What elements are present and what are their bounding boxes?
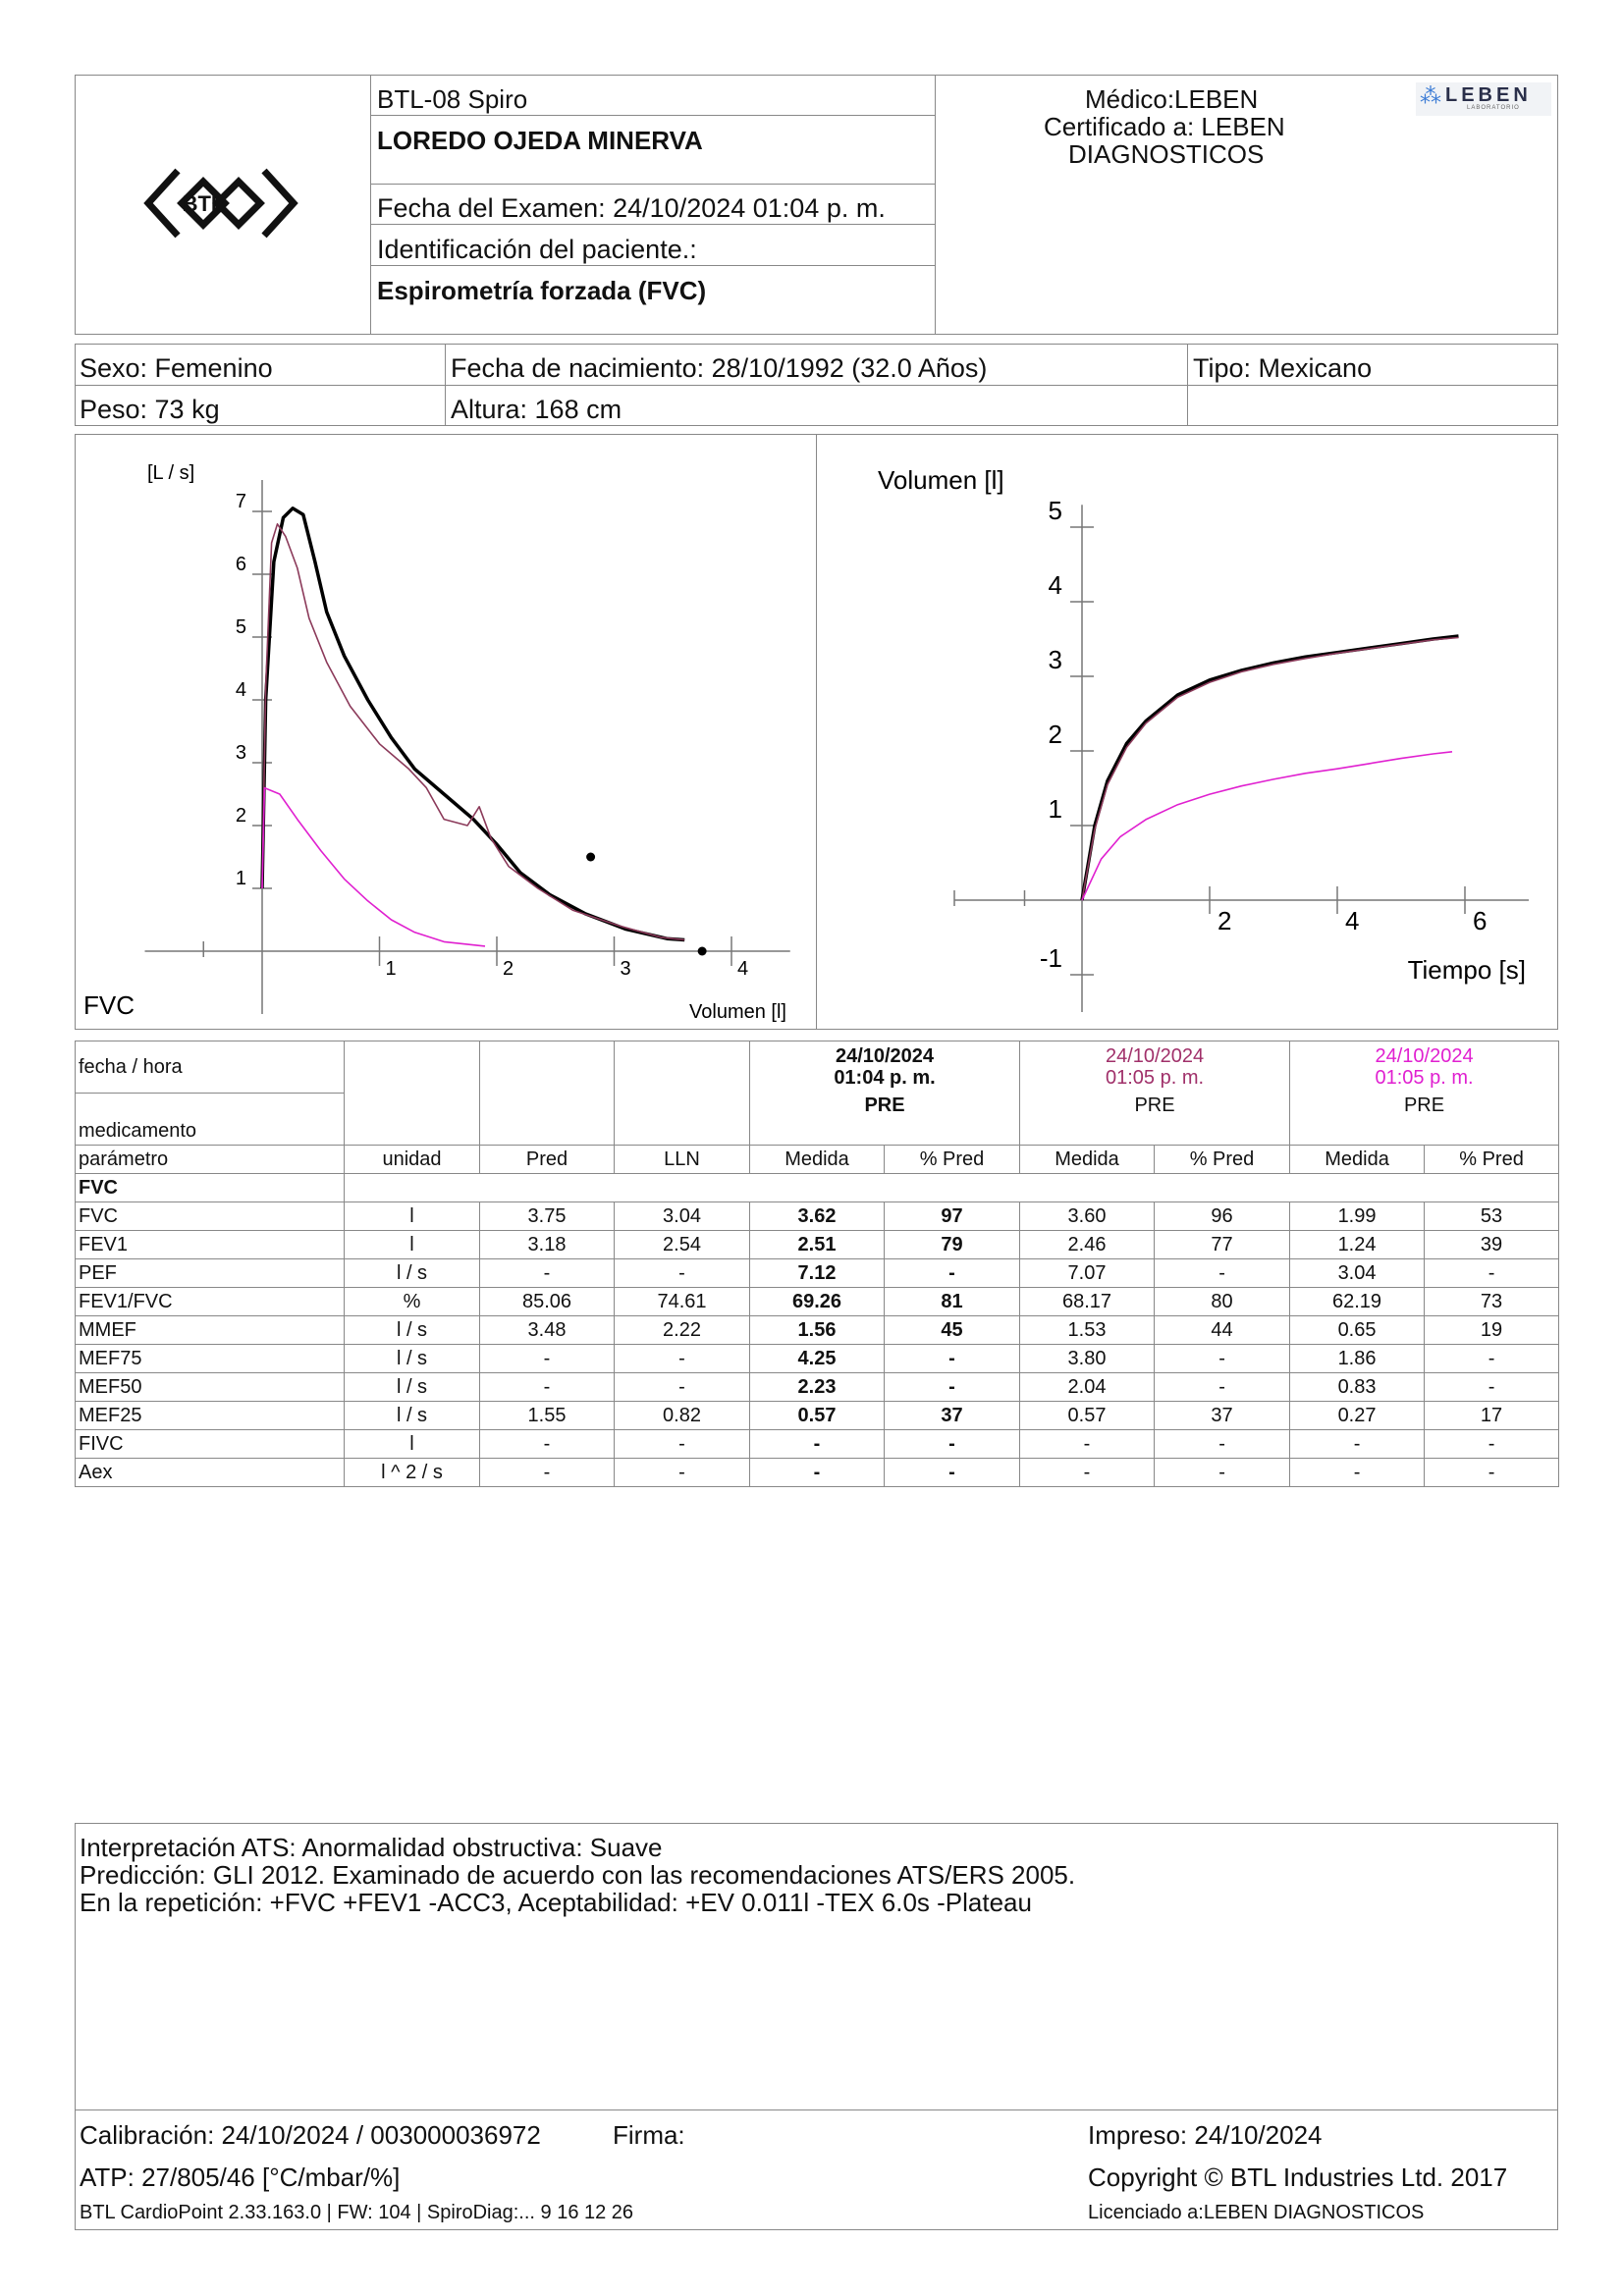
table-cell: 3.18 — [480, 1231, 615, 1259]
lab-logo-sub: LABORATORIO — [1467, 105, 1520, 111]
row-parameter: FIVC — [76, 1430, 345, 1459]
table-cell: 69.26 — [750, 1288, 885, 1316]
chart2-x-tick-label: 6 — [1473, 906, 1488, 935]
group-row — [76, 1174, 1559, 1202]
table-cell: 2.22 — [615, 1316, 750, 1345]
column-header: unidad — [345, 1146, 480, 1174]
session-1-header — [750, 1041, 1020, 1146]
table-cell: - — [885, 1459, 1020, 1487]
interpretation-line2: Predicción: GLI 2012. Examinado de acuerdo con las recomendaciones ATS/ERS 2005. — [80, 1860, 1076, 1890]
session-2-header — [1020, 1041, 1290, 1146]
table-cell: - — [1155, 1373, 1290, 1402]
interpretation-divider — [75, 2109, 1558, 2110]
table-cell: 1.24 — [1290, 1231, 1425, 1259]
chart1-series-line — [262, 508, 684, 940]
session-3-med: PRE — [1403, 1095, 1445, 1116]
header-row-line — [370, 224, 935, 225]
table-cell: 39 — [1425, 1231, 1559, 1259]
chart2-x-tick-label: 4 — [1345, 906, 1360, 935]
table-cell: 77 — [1155, 1231, 1290, 1259]
table-cell: l / s — [345, 1345, 480, 1373]
table-cell: - — [480, 1259, 615, 1288]
table-cell: 1.99 — [1290, 1202, 1425, 1231]
row-parameter: MEF25 — [76, 1402, 345, 1430]
column-header: % Pred — [1425, 1146, 1559, 1174]
table-cell: 1.53 — [1020, 1316, 1155, 1345]
table-cell: - — [1425, 1373, 1559, 1402]
table-cell: l / s — [345, 1316, 480, 1345]
header-row-line — [370, 184, 935, 185]
row-parameter: MEF75 — [76, 1345, 345, 1373]
row-parameter: PEF — [76, 1259, 345, 1288]
table-cell: - — [480, 1430, 615, 1459]
table-cell: - — [480, 1373, 615, 1402]
table-cell: - — [1425, 1459, 1559, 1487]
table-cell: l / s — [345, 1373, 480, 1402]
fecha-label: fecha / hora — [76, 1041, 345, 1094]
chart2-x-tick-label: 2 — [1217, 906, 1232, 935]
table-cell: 45 — [885, 1316, 1020, 1345]
chart2-y-tick-label: 2 — [1048, 720, 1062, 749]
table-cell: - — [1425, 1430, 1559, 1459]
software-version: BTL CardioPoint 2.33.163.0 | FW: 104 | SpiroDiag:... 9 16 12 26 — [80, 2202, 634, 2223]
table-cell: - — [1155, 1430, 1290, 1459]
row-parameter: MEF50 — [76, 1373, 345, 1402]
blank-cell — [345, 1041, 480, 1146]
licensed-to: Licenciado a:LEBEN DIAGNOSTICOS — [1088, 2202, 1425, 2223]
table-cell: l ^ 2 / s — [345, 1459, 480, 1487]
table-row — [76, 1259, 1559, 1288]
blank-cell — [480, 1041, 615, 1146]
chart1-y-tick-label: 1 — [235, 868, 246, 889]
table-cell: 2.46 — [1020, 1231, 1155, 1259]
session-1-time: 01:04 p. m. — [834, 1067, 936, 1089]
column-header: Medida — [1020, 1146, 1155, 1174]
column-header: Pred — [480, 1146, 615, 1174]
table-row — [76, 1373, 1559, 1402]
patient-col-line — [1187, 344, 1188, 426]
chart2-y-tick-label: -1 — [1039, 943, 1062, 973]
table-cell: - — [1290, 1459, 1425, 1487]
interpretation-line1: Interpretación ATS: Anormalidad obstructiva: Suave — [80, 1833, 663, 1862]
table-cell: - — [480, 1345, 615, 1373]
table-cell: - — [1155, 1459, 1290, 1487]
table-cell: 3.60 — [1020, 1202, 1155, 1231]
copyright: Copyright © BTL Industries Ltd. 2017 — [1088, 2163, 1508, 2192]
chart1-series-line — [262, 788, 485, 946]
chart1-x-tick-label: 3 — [620, 958, 631, 980]
header-row-line — [370, 265, 935, 266]
table-cell: - — [615, 1373, 750, 1402]
table-cell: 97 — [885, 1202, 1020, 1231]
table-cell: l — [345, 1231, 480, 1259]
session-1-date: 24/10/2024 — [835, 1045, 935, 1067]
table-cell: - — [1020, 1459, 1155, 1487]
device-name: BTL-08 Spiro — [377, 84, 528, 114]
table-cell: 0.57 — [1020, 1402, 1155, 1430]
table-cell: 7.12 — [750, 1259, 885, 1288]
interpretation-line3: En la repetición: +FVC +FEV1 -ACC3, Aceptabilidad: +EV 0.011l -TEX 6.0s -Plateau — [80, 1888, 1032, 1917]
volume-time-chart — [817, 435, 1557, 1029]
chart1-y-tick-label: 6 — [235, 554, 246, 575]
btl-logo — [142, 163, 299, 243]
session-3-header — [1290, 1041, 1559, 1146]
table-cell: 3.04 — [615, 1202, 750, 1231]
table-cell: 1.86 — [1290, 1345, 1425, 1373]
table-cell: - — [615, 1459, 750, 1487]
table-cell: 62.19 — [1290, 1288, 1425, 1316]
patient-height: Altura: 168 cm — [451, 395, 622, 424]
table-cell: 0.65 — [1290, 1316, 1425, 1345]
table-cell: l — [345, 1430, 480, 1459]
chart1-marker — [586, 853, 595, 862]
table-cell: 37 — [1155, 1402, 1290, 1430]
table-row — [76, 1288, 1559, 1316]
table-cell: 79 — [885, 1231, 1020, 1259]
table-cell: 74.61 — [615, 1288, 750, 1316]
patient-id-label: Identificación del paciente.: — [377, 235, 697, 264]
table-cell: 3.62 — [750, 1202, 885, 1231]
table-cell: - — [615, 1345, 750, 1373]
lab-logo-text: LEBEN — [1445, 84, 1532, 106]
table-cell: 3.04 — [1290, 1259, 1425, 1288]
patient-sex: Sexo: Femenino — [80, 353, 273, 383]
column-header: % Pred — [1155, 1146, 1290, 1174]
table-cell: 0.27 — [1290, 1402, 1425, 1430]
table-cell: 81 — [885, 1288, 1020, 1316]
table-row — [76, 1459, 1559, 1487]
row-parameter: MMEF — [76, 1316, 345, 1345]
table-cell: - — [480, 1459, 615, 1487]
group-label: FVC — [76, 1174, 345, 1202]
table-cell: 0.82 — [615, 1402, 750, 1430]
table-cell: 0.57 — [750, 1402, 885, 1430]
header-divider-right — [935, 75, 936, 335]
table-cell: 3.48 — [480, 1316, 615, 1345]
session-3-time: 01:05 p. m. — [1375, 1067, 1474, 1089]
column-header: parámetro — [76, 1146, 345, 1174]
table-cell: - — [1425, 1259, 1559, 1288]
chart1-y-tick-label: 7 — [235, 491, 246, 512]
blank-cell — [615, 1041, 750, 1146]
table-cell: - — [1155, 1345, 1290, 1373]
chart2-y-tick-label: 1 — [1048, 794, 1062, 824]
session-1-med: PRE — [864, 1095, 905, 1116]
chart2-y-tick-label: 3 — [1048, 645, 1062, 674]
chart1-marker — [698, 947, 707, 956]
patient-birth: Fecha de nacimiento: 28/10/1992 (32.0 Años) — [451, 353, 988, 383]
signature-label: Firma: — [613, 2120, 685, 2150]
column-header: LLN — [615, 1146, 750, 1174]
table-cell: 1.56 — [750, 1316, 885, 1345]
table-row — [76, 1231, 1559, 1259]
chart2-y-tick-label: 5 — [1048, 496, 1062, 525]
table-cell: 2.51 — [750, 1231, 885, 1259]
table-cell: - — [1155, 1259, 1290, 1288]
table-cell: - — [1290, 1430, 1425, 1459]
table-cell: 19 — [1425, 1316, 1559, 1345]
table-cell: - — [885, 1345, 1020, 1373]
table-cell: 85.06 — [480, 1288, 615, 1316]
lab-logo — [1416, 82, 1551, 116]
table-cell: 68.17 — [1020, 1288, 1155, 1316]
results-table — [75, 1041, 1559, 1487]
chart2-series-line — [1082, 636, 1459, 900]
table-cell: 17 — [1425, 1402, 1559, 1430]
table-cell: l / s — [345, 1259, 480, 1288]
session-2-med: PRE — [1134, 1095, 1175, 1116]
table-cell: l — [345, 1202, 480, 1231]
table-cell: 4.25 — [750, 1345, 885, 1373]
table-cell: 73 — [1425, 1288, 1559, 1316]
table-cell: 96 — [1155, 1202, 1290, 1231]
row-parameter: FEV1/FVC — [76, 1288, 345, 1316]
table-cell: 7.07 — [1020, 1259, 1155, 1288]
table-cell: 80 — [1155, 1288, 1290, 1316]
chart1-x-tick-label: 1 — [385, 958, 397, 980]
table-cell: 3.75 — [480, 1202, 615, 1231]
table-cell: - — [885, 1259, 1020, 1288]
table-cell: 2.54 — [615, 1231, 750, 1259]
table-row — [76, 1202, 1559, 1231]
table-cell: - — [750, 1459, 885, 1487]
patient-type: Tipo: Mexicano — [1193, 353, 1373, 383]
table-row — [76, 1345, 1559, 1373]
doctor-name: Médico:LEBEN — [1085, 84, 1259, 114]
chart1-series-line — [262, 524, 684, 940]
chart1-ylabel: [L / s] — [147, 462, 195, 484]
session-3-date: 24/10/2024 — [1375, 1045, 1474, 1067]
certified-line1: Certificado a: LEBEN — [1044, 112, 1285, 141]
column-header: Medida — [750, 1146, 885, 1174]
chart1-y-tick-label: 3 — [235, 742, 246, 764]
exam-date: Fecha del Examen: 24/10/2024 01:04 p. m. — [377, 193, 886, 223]
table-row — [76, 1402, 1559, 1430]
chart1-x-tick-label: 2 — [503, 958, 514, 980]
table-cell: % — [345, 1288, 480, 1316]
certified-line2: DIAGNOSTICOS — [1068, 139, 1265, 169]
patient-col-line — [445, 344, 446, 426]
atp: ATP: 27/805/46 [°C/mbar/%] — [80, 2163, 401, 2192]
column-header: Medida — [1290, 1146, 1425, 1174]
logo-letter-b: BTL — [182, 191, 225, 216]
table-cell: - — [615, 1259, 750, 1288]
table-cell: l / s — [345, 1402, 480, 1430]
table-cell: - — [885, 1373, 1020, 1402]
test-type: Espirometría forzada (FVC) — [377, 276, 707, 305]
chart2-y-tick-label: 4 — [1048, 570, 1062, 600]
session-2-time: 01:05 p. m. — [1105, 1067, 1205, 1089]
chart2-ylabel: Volumen [l] — [878, 465, 1004, 495]
calibration: Calibración: 24/10/2024 / 003000036972 — [80, 2120, 541, 2150]
table-cell: 37 — [885, 1402, 1020, 1430]
chart2-series-line — [1082, 752, 1452, 900]
session-2-date: 24/10/2024 — [1105, 1045, 1205, 1067]
table-cell: - — [1020, 1430, 1155, 1459]
chart1-xlabel: Volumen [l] — [689, 1001, 786, 1023]
table-cell: - — [1425, 1345, 1559, 1373]
table-cell: - — [885, 1430, 1020, 1459]
chart1-x-tick-label: 4 — [737, 958, 749, 980]
table-cell: 3.80 — [1020, 1345, 1155, 1373]
column-header: % Pred — [885, 1146, 1020, 1174]
table-row — [76, 1316, 1559, 1345]
table-cell: 2.04 — [1020, 1373, 1155, 1402]
table-header-row — [76, 1146, 1559, 1174]
row-parameter: Aex — [76, 1459, 345, 1487]
patient-name: LOREDO OJEDA MINERVA — [377, 126, 703, 155]
table-cell: - — [750, 1430, 885, 1459]
table-cell: 2.23 — [750, 1373, 885, 1402]
chart1-y-tick-label: 5 — [235, 616, 246, 638]
table-row — [76, 1430, 1559, 1459]
chart2-xlabel: Tiempo [s] — [1407, 955, 1526, 985]
chart1-y-tick-label: 4 — [235, 679, 246, 701]
table-cell: 0.83 — [1290, 1373, 1425, 1402]
lab-logo-mark-icon: ⁂ — [1420, 83, 1441, 108]
table-cell: 1.55 — [480, 1402, 615, 1430]
patient-row-line — [75, 385, 1558, 386]
printed-date: Impreso: 24/10/2024 — [1088, 2120, 1323, 2150]
flow-volume-chart — [76, 435, 815, 1029]
table-cell: 53 — [1425, 1202, 1559, 1231]
table-cell: - — [615, 1430, 750, 1459]
row-parameter: FEV1 — [76, 1231, 345, 1259]
patient-weight: Peso: 73 kg — [80, 395, 220, 424]
header-divider-left — [370, 75, 371, 335]
chart1-y-tick-label: 2 — [235, 805, 246, 827]
chart1-title: FVC — [83, 990, 135, 1020]
header-row-line — [370, 115, 935, 116]
chart2-series-line — [1082, 638, 1459, 901]
row-parameter: FVC — [76, 1202, 345, 1231]
table-cell: 44 — [1155, 1316, 1290, 1345]
medicamento-label: medicamento — [76, 1094, 345, 1146]
